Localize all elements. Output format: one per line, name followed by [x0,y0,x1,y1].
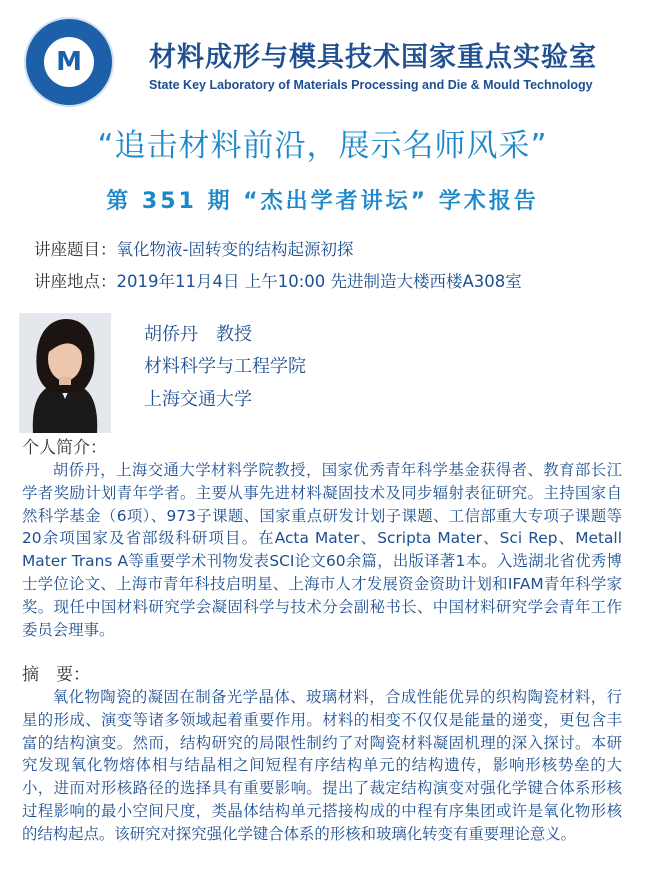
abstract-heading: 摘 要： [22,665,90,685]
speaker-university: 上海交通大学 [144,389,252,410]
speaker-photo [19,313,111,433]
lab-name-en: State Key Laboratory of Materials Processing and Die & Mould Technology [149,78,593,92]
bio-text: 胡侨丹，上海交通大学材料学院教授，国家优秀青年科学基金获得者、教育部长江学者奖励计划青年学者。主要从事先进材料凝固技术及同步辐射表征研究。主持国家自然科学基金（6项）、973子课题、国家重点研发计划子课题、工信部重大专项子课题等20余项国家及省部级科研项目。在Acta Mater、Scripta Mater、Sci Rep、Metall Mater Trans A等重要学术刊物发表SCI论文60余篇，出版译著1本。入选湖北省优秀博士学位论文、上海市青年科技启明星、上海市人才发展资金资助计划和IFAM青年科学家奖。现任中国材料研究学会凝固科学与技术分会副秘书长、中国材料研究学会青年工作委员会理事。 [22,461,622,639]
venue-row [34,268,522,292]
lab-logo [24,17,114,107]
abstract-text: 氧化物陶瓷的凝固在制备光学晶体、玻璃材料，合成性能优异的织构陶瓷材料，行星的形成、演变等诸多领域起着重要作用。材料的相变不仅仅是能量的递变，更包含丰富的结构演变。然而，结构研究的局限性制约了对陶瓷材料凝固机理的深入探讨。本研究发现氧化物熔体相与结晶相之间短程有序结构单元的结构遗传，影响形核势垒的大小，进而对形核路径的选择具有重要影响。提出了裁定结构演变对强化学键合体系形核过程影响的最小空间尺度，类晶体结构单元搭接构成的中程有序集团或许是氧化物形核的结构起点。该研究对探究强化学键合体系的形核和玻璃化转变有重要理论意义。 [22,688,622,843]
bio-heading: 个人简介： [22,438,107,458]
issue-title: 第 351 期 “杰出学者讲坛” 学术报告 [106,189,539,214]
topic-label: 讲座题目： [34,240,117,259]
venue-value: 2019年11月4日 上午10:00 先进制造大楼西楼A308室 [116,272,522,291]
venue-label: 讲座地点： [34,272,117,291]
speaker-portrait-icon [19,313,111,433]
topic-value: 氧化物液-固转变的结构起源初探 [116,240,354,259]
topic-row [34,236,353,260]
lab-logo-mark-icon: M [56,47,82,77]
speaker-name: 胡侨丹 教授 [144,324,252,345]
speaker-school: 材料科学与工程学院 [144,356,306,377]
lab-logo-inner [44,37,94,87]
slogan: “追击材料前沿，展示名师风采” [97,128,548,164]
lab-name-cn: 材料成形与模具技术国家重点实验室 [149,42,597,73]
